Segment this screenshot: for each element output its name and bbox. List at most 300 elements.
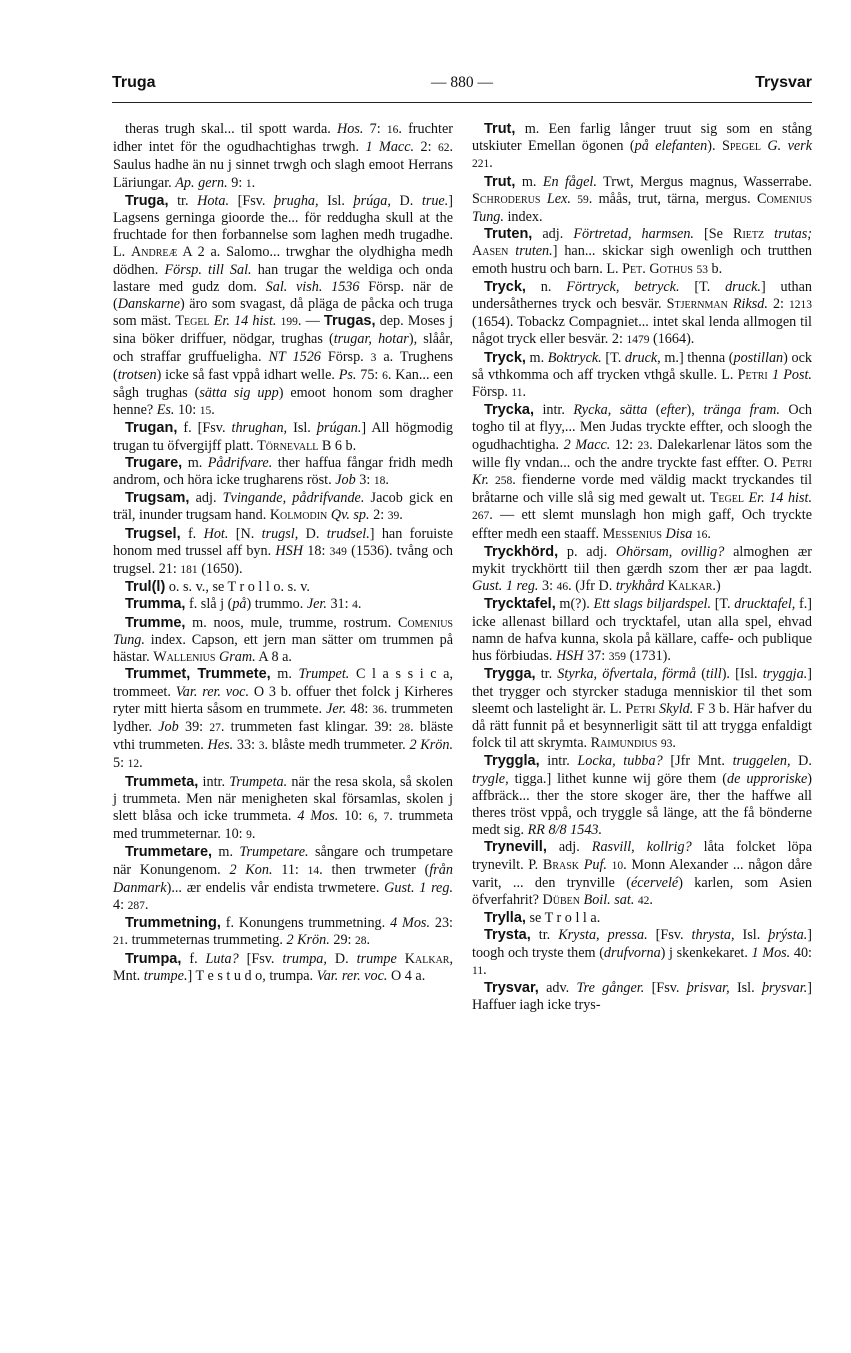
headword: Tryck, <box>484 349 526 366</box>
entry-text: . then trwmeter ( <box>319 861 430 878</box>
headword: Trumma, <box>125 596 186 613</box>
entry-text: ] toogh och tryste them ( <box>472 927 813 961</box>
entry-text: 3: <box>355 472 374 489</box>
entry-text: 48: <box>346 700 373 717</box>
dictionary-entry <box>113 951 453 985</box>
entry-text: Isl. <box>734 927 769 944</box>
author-name: Comenius <box>756 190 813 207</box>
italic-text: Skyld. <box>659 700 694 717</box>
reference-number: 267 <box>472 510 490 523</box>
italic-text: Lex. <box>546 190 571 207</box>
italic-text: trygle, <box>472 770 509 787</box>
entry-text: Försp. när de ( <box>113 278 453 313</box>
italic-text: Er. 14 hist. <box>748 490 812 507</box>
entry-text: f. slå j ( <box>185 596 233 613</box>
entry-text: ) affbräck... ther the store skoger äre, ther the haffwe all theres tröst vppå, och tryggle så länge, att the få bönderne medt sig. <box>472 770 812 839</box>
dictionary-entry <box>472 174 812 227</box>
entry-text: f.] icke allenast billard och trycktafel, utan alla spel, ehvad namn de hafva kunna, skola på källare, caffe- och publique hus förbiudas. <box>472 596 812 665</box>
entry-text: intr. <box>534 402 574 419</box>
entry-text: intr. <box>198 773 230 790</box>
entry-text: ] Haffuer iagh icke trys- <box>472 979 812 1014</box>
dictionary-entry <box>113 526 453 580</box>
reference-number: 7 <box>383 810 390 823</box>
italic-text: Ap. gern. <box>175 174 228 191</box>
entry-text: . blåste medh trummeter. <box>264 737 410 754</box>
entry-text: 12: <box>610 436 638 453</box>
entry-text: . Dalekarlenar lätos som the wille fly vndan... och the andre tryckte fast effter. O. <box>472 436 812 471</box>
entry-text: ] T e s t u d o, trumpa. <box>187 967 317 984</box>
entry-text: adj. <box>189 490 223 507</box>
entry-text: ther haffua fångar fridh medh androm, och höra icke trugharens röst. <box>113 454 453 489</box>
entry-text: 18: <box>303 542 330 559</box>
reference-number: 9 <box>246 829 252 842</box>
italic-text: Trumpetare. <box>239 844 309 861</box>
entry-text: 3: <box>538 578 557 595</box>
headword: Trumpa, <box>125 950 182 967</box>
entry-text: . <box>251 826 256 843</box>
italic-text: till <box>705 666 722 683</box>
italic-text: Ps. <box>338 366 357 383</box>
entry-text: ( <box>696 666 706 683</box>
author-name: Düben <box>542 891 580 908</box>
reference-number: 53 <box>696 263 708 276</box>
right-column <box>472 121 812 1014</box>
reference-number: 46 <box>556 581 569 594</box>
entry-text: ] han... skickar sigh owenligh och trutthen emoth hustru och barn. L. <box>472 243 812 277</box>
italic-text: sätta sig upp <box>199 385 279 402</box>
entry-text: 39: <box>178 718 210 735</box>
italic-text: écervelé <box>630 874 679 891</box>
italic-text: þrugha, <box>274 192 319 209</box>
entry-text: m. <box>515 173 543 190</box>
entry-text: 9: <box>227 174 246 191</box>
entry-text: theras trugh skal... til spott warda. <box>125 121 338 137</box>
headword: Trummeta, <box>125 773 199 790</box>
entry-text: han trugar the weldiga och onda lastare med gudz dom. <box>113 261 453 295</box>
italic-text: truggelen, <box>732 753 791 770</box>
entry-text: [N. <box>228 525 262 542</box>
italic-text: þrysvar. <box>761 979 808 996</box>
entry-text: ) emoot honom som dragher henne? <box>113 385 454 419</box>
entry-text: ). [Isl. <box>721 666 763 683</box>
italic-text: Rasvill, kollrig? <box>591 839 692 856</box>
italic-text: efter <box>660 402 687 419</box>
italic-text: Var. rer. voc. <box>316 967 388 984</box>
entry-text: . <box>707 525 711 542</box>
entry-text: Trwt, Mergus magnus, Wasserrabe. <box>596 173 812 190</box>
entry-text: [T. <box>601 349 625 366</box>
italic-text: Qv. sp. <box>330 507 370 524</box>
entry-text: 2: <box>767 296 789 313</box>
entry-text: 29: <box>329 932 356 949</box>
entry-text: index. <box>503 209 543 226</box>
author-name: Petri <box>781 454 812 471</box>
reference-number: 18 <box>373 475 386 488</box>
italic-text: Boktryck. <box>547 349 602 366</box>
italic-text: Styrka, öfvertala, förmå <box>557 666 697 683</box>
headword: Trummetning, <box>125 915 221 932</box>
dictionary-entry <box>113 455 453 490</box>
reference-number: 59 <box>577 193 589 206</box>
italic-text: trugar, hotar <box>333 331 409 348</box>
italic-text: trykhård <box>615 578 665 595</box>
entry-text: [Se <box>693 226 733 243</box>
reference-number: 221 <box>472 158 490 171</box>
entry-text: 75: <box>356 366 383 383</box>
headword: Tryggla, <box>484 753 540 770</box>
headword: Trycka, <box>484 402 534 419</box>
headword: Truten, <box>484 226 533 243</box>
dictionary-entry <box>472 544 812 597</box>
headword: Trysta, <box>484 927 531 944</box>
entry-text: 10: <box>338 807 369 824</box>
italic-text: true. <box>421 192 449 209</box>
reference-number: 36 <box>372 703 384 716</box>
entry-text: m. noos, mule, trumme, rostrum. <box>185 614 398 631</box>
entry-text: ( <box>647 402 661 419</box>
italic-text: En fågel. <box>542 173 597 190</box>
italic-text: Tung. <box>113 631 145 648</box>
entry-text: . <box>672 735 676 752</box>
author-name: Kalkar <box>404 950 450 967</box>
entry-text: . måås, trut, tärna, mergus. <box>588 190 757 207</box>
author-name: Kolmodin <box>269 507 328 524</box>
italic-text: 2 Kon. <box>229 861 273 878</box>
reference-number: 23 <box>637 439 650 452</box>
italic-text: 8/8 1543. <box>548 822 603 839</box>
author-name: Stjernman <box>666 296 728 313</box>
italic-text: Job <box>158 718 179 735</box>
entry-text: O 3 b. offuer thet folck j Kirheres ryter mitt hierta såsom en trummete. <box>113 683 453 717</box>
author-name: Törnevall <box>257 437 319 454</box>
entry-text: [T. <box>679 278 726 295</box>
italic-text: thrysta, <box>691 927 735 944</box>
author-name: Messenius <box>602 525 662 542</box>
italic-text: Job <box>335 472 356 489</box>
entry-text: . — <box>297 313 324 330</box>
italic-text: Förtretad, harmsen. <box>573 226 694 243</box>
entry-text: 7: <box>363 121 387 137</box>
reference-number: 3 <box>370 351 377 364</box>
entry-text: 4: <box>113 896 128 913</box>
entry-text: index. Capson, ett jern man sätter om trummen på hästar. <box>113 631 453 666</box>
headword: Trugan, <box>125 420 178 437</box>
entry-text: [Jfr Mnt. <box>662 753 733 770</box>
italic-text: Hos. <box>337 121 364 137</box>
italic-text: Gust. 1 reg. <box>472 578 539 595</box>
entry-text: tr. <box>530 927 559 944</box>
italic-text: Danskarne <box>117 296 180 313</box>
entry-text: Isl. <box>729 979 762 996</box>
entry-text: tr. <box>535 666 558 683</box>
dictionary-entry <box>472 226 812 279</box>
entry-text: ) trummo. <box>246 596 307 613</box>
entry-text: . <box>211 402 215 419</box>
reference-number: 287 <box>127 899 145 912</box>
left-column <box>113 121 453 985</box>
reference-number: 1213 <box>789 299 812 312</box>
entry-text: när the resa skola, så skolen j trummeta. Men när menigheten skal församlas, skolen j slett blåsa och icke trummeta. <box>113 773 453 824</box>
entry-text: tr. <box>168 192 198 209</box>
entry-text: 2: <box>369 507 388 524</box>
entry-text: 37: <box>583 648 609 665</box>
entry-text: f. <box>180 525 204 542</box>
italic-text: thrughan, <box>231 420 288 437</box>
italic-text: Disa <box>665 525 693 542</box>
entry-text: ) ock så vthkomma och aff trycken vthgå skulle. L. <box>472 349 812 383</box>
entry-text: ) äro som svagast, då pläga de påcka och truga som mäst. <box>113 296 453 330</box>
italic-text: Sal. vish. 1536 <box>265 278 360 295</box>
headword: Trugare, <box>125 454 183 471</box>
entry-text: 23: <box>430 915 453 932</box>
italic-text: 4 Mos. <box>297 807 339 824</box>
entry-text: D. <box>790 753 812 770</box>
entry-text: a. Trughens ( <box>113 348 453 383</box>
entry-text: adv. <box>538 979 577 996</box>
entry-text: [Fsv. <box>238 950 283 967</box>
reference-number: 93 <box>660 738 673 751</box>
reference-number: 11 <box>472 964 484 977</box>
reference-number: 62 <box>437 142 450 155</box>
entry-text: ] All högmodig trugan tu öfvergijff platt. <box>113 420 453 454</box>
italic-text: trutas; <box>774 226 812 243</box>
dictionary-entry <box>113 596 453 614</box>
header-right-guideword: Trysvar <box>755 74 812 91</box>
dictionary-entry <box>472 350 812 403</box>
entry-text: .) <box>712 578 721 595</box>
italic-text: trotsen <box>117 366 157 383</box>
entry-text: , <box>374 807 384 824</box>
entry-text: f. <box>181 950 206 967</box>
dictionary-entry <box>472 839 812 910</box>
italic-text: Jer. <box>306 596 327 613</box>
dictionary-entry <box>113 774 453 845</box>
entry-text: adj. <box>546 839 592 856</box>
entry-text: ] thet trygger och styrcker staduga menniskior til thet som sleemt och lastelight är. L. <box>472 666 812 717</box>
italic-text: Locka, tubba? <box>577 753 663 770</box>
entry-text: ] Lagsens gerninga gioorde the... för reddugha skull at the fruchtade for then forbannelse som laghen medh trugadhe. L. <box>113 192 454 261</box>
entry-text: O 4 a. <box>387 967 426 984</box>
header-rule <box>112 102 812 103</box>
dictionary-entry <box>472 910 812 927</box>
entry-text: (1536). tvång och trugsel. 21: <box>113 542 453 578</box>
italic-text: Riksd. <box>732 296 768 313</box>
italic-text: Puf. <box>583 856 607 873</box>
italic-text: þrúga, <box>353 192 391 209</box>
entry-text: . trummeternas trummeting. <box>124 932 287 949</box>
entry-text: . trummeta med trummeternar. 10: <box>113 807 454 843</box>
entry-text: . <box>144 896 149 913</box>
italic-text: Hota. <box>197 192 230 209</box>
entry-text: . <box>522 384 527 401</box>
entry-text: . <box>366 932 371 949</box>
reference-number: 39 <box>387 510 400 523</box>
italic-text: Pådrifvare. <box>207 454 273 471</box>
entry-text: (1664). <box>649 331 695 348</box>
reference-number: 42 <box>637 894 650 907</box>
header-left-guideword: Truga <box>112 74 156 91</box>
entry-text: . (Jfr D. <box>568 578 616 595</box>
italic-text: drufvorna <box>603 944 661 961</box>
dictionary-entry <box>113 615 453 667</box>
reference-number: 28 <box>355 935 367 948</box>
headword: Trummet, Trummete, <box>125 666 271 683</box>
italic-text: drucktafel, <box>734 596 796 613</box>
author-name: Petri <box>737 366 768 383</box>
entry-text: Och togho til at flyy,... Men Judas tryckte effter, och sloogh the ogudhachtigha. <box>472 402 813 453</box>
italic-text: trumpa, <box>282 950 327 967</box>
entry-text: . Monn Alexander ... någon dåre varit, ... den trynville ( <box>472 856 813 891</box>
entry-text: tigga.] lithet kunne wij göre them ( <box>508 770 727 787</box>
entry-text: [Fsv. <box>229 192 275 209</box>
author-name: Spegel <box>721 138 761 155</box>
entry-text: n. <box>525 278 567 295</box>
italic-text: 1 Macc. <box>365 139 415 156</box>
author-name: Brask <box>542 856 579 873</box>
entry-text: 40: <box>790 944 812 961</box>
entry-text: sångare och trumpetare när Konungenom. <box>113 844 453 878</box>
entry-text: m. <box>270 666 299 683</box>
dictionary-entry <box>472 596 812 666</box>
author-name: Petri <box>625 700 656 717</box>
italic-text: Gust. 1 reg. <box>384 879 453 896</box>
dictionary-entry <box>113 844 453 915</box>
headword: Trugas, <box>323 313 376 330</box>
italic-text: Hot. <box>203 525 229 542</box>
entry-text: [Fsv. <box>644 979 687 996</box>
page-header <box>112 74 812 100</box>
entry-text: m. Een farlig långer truut sig som en stång utskiuter Emellan ögonen ( <box>472 121 812 155</box>
reference-number: 6 <box>368 810 374 823</box>
headword: Trumme, <box>125 614 186 631</box>
reference-number: 28 <box>398 721 411 734</box>
author-name: Wallenius <box>153 649 216 666</box>
headword: Trygga, <box>484 666 536 683</box>
italic-text: Krysta, pressa. <box>558 927 648 944</box>
entry-text: 2: <box>414 139 438 156</box>
dictionary-entry <box>113 420 453 454</box>
italic-text: RR <box>527 822 545 839</box>
dictionary-entry <box>472 279 812 350</box>
entry-text: intr. <box>539 753 578 770</box>
entry-text: ), slåår, och straffar gruffueligha. <box>113 331 454 365</box>
entry-text: . Kan... een sågh trughas ( <box>113 366 453 402</box>
entry-text: låta folcket löpa trynevilt. P. <box>472 839 812 873</box>
reference-number: 199 <box>280 316 298 329</box>
entry-text: D. <box>326 950 357 967</box>
dictionary-entry <box>472 402 812 544</box>
reference-number: 21 <box>113 935 125 948</box>
dictionary-entry <box>472 927 812 980</box>
italic-text: G. verk <box>767 138 812 155</box>
entry-text: . <box>489 155 493 172</box>
entry-text: o. s. v., se T r o l l o. s. v. <box>165 579 310 596</box>
author-name: Comenius <box>397 614 453 631</box>
italic-text: Kr. <box>472 472 489 489</box>
entry-text: . <box>649 891 653 908</box>
entry-text: p. adj. <box>558 543 616 560</box>
italic-text: de upproriske <box>727 770 808 787</box>
entry-text: . Saulus hadhe än nu j sinnet trwgh och slagh emoot Herrans Läriungar. <box>113 139 453 191</box>
reference-number: 1 <box>245 177 252 190</box>
italic-text: trumpe <box>356 950 397 967</box>
entry-text: m.] thenna ( <box>660 349 734 366</box>
reference-number: 14 <box>307 864 320 877</box>
entry-text: se T r o l l a. <box>525 910 601 927</box>
italic-text: þrisvar, <box>686 979 730 996</box>
italic-text: druck. <box>725 278 761 295</box>
headword: Truga, <box>125 192 169 209</box>
entry-text: [Fsv. <box>647 927 692 944</box>
italic-text: trudsel. <box>326 525 370 542</box>
entry-text: . — ett slemt munslagh hon migh gaff, Och tryckte effter medh een staaff. <box>472 507 812 542</box>
dictionary-entry <box>113 915 453 950</box>
entry-text: . fruchter idher intet för the ogudhachtighas trwgh. <box>113 121 453 156</box>
italic-text: Luta? <box>205 950 239 967</box>
dictionary-entry <box>113 193 453 421</box>
entry-text: ) icke så fast vppå idhart welle. <box>156 366 339 383</box>
entry-text: f. [Fsv. <box>177 420 232 437</box>
italic-text: 2 Krön. <box>286 932 330 949</box>
entry-text: b. <box>707 260 723 277</box>
italic-text: 1 Mos. <box>751 944 791 961</box>
entry-text: (1650). <box>197 561 243 578</box>
italic-text: trugsl, <box>261 525 299 542</box>
reference-number: 349 <box>329 545 347 558</box>
reference-number: 1479 <box>626 334 650 347</box>
entry-text: D. <box>298 525 327 542</box>
entry-text: ) karlen, som Asien öfverfahrit? <box>472 874 813 908</box>
reference-number: 16 <box>386 124 399 136</box>
entry-text: C l a s s i c a, trommeet. <box>113 666 454 700</box>
author-name: Tegel <box>175 313 210 330</box>
author-name: Schroderus <box>472 190 541 207</box>
entry-text: Isl. <box>287 420 317 437</box>
headword: Trul(l) <box>125 579 166 596</box>
italic-text: Förtryck, betryck. <box>566 278 680 295</box>
italic-text: på elefanten <box>634 138 708 155</box>
italic-text: från Danmark <box>113 861 453 896</box>
entry-text: [T. <box>711 596 735 613</box>
italic-text: druck, <box>624 349 661 366</box>
entry-text: 11: <box>272 861 308 878</box>
headword: Trycktafel, <box>484 596 556 613</box>
entry-text: m. <box>525 349 548 366</box>
entry-text: Isl. <box>318 192 354 209</box>
entry-text: dep. Moses j sina böker driffuer, nödgar, trughas ( <box>113 313 454 348</box>
entry-text: . <box>399 507 403 524</box>
author-name: Aasen <box>472 243 509 260</box>
author-name: Kalkar <box>667 578 713 595</box>
headword: Tryck, <box>484 278 526 295</box>
italic-text: tränga fram. <box>703 402 780 419</box>
headword: Trummetare, <box>125 844 213 861</box>
reference-number: 4 <box>352 599 358 612</box>
entry-text: m. <box>182 454 208 471</box>
entry-text: . bläste vthi trummeten. <box>113 718 454 754</box>
entry-text <box>397 951 405 967</box>
headword: Trut, <box>484 121 516 137</box>
reference-number: 3 <box>258 740 265 753</box>
dictionary-entry <box>472 980 812 1014</box>
entry-text <box>764 226 774 242</box>
entry-text: Jacob gick en träl, inunder trugsam hand. <box>113 490 453 524</box>
entry-text: A 2 a. Salomo... trwghar the olydhigha medh dödhen. <box>113 244 454 278</box>
italic-text: 1 Post. <box>771 366 812 383</box>
entry-text: m. <box>212 844 240 861</box>
entry-text: Försp. <box>472 384 512 401</box>
dictionary-entry <box>472 121 812 174</box>
